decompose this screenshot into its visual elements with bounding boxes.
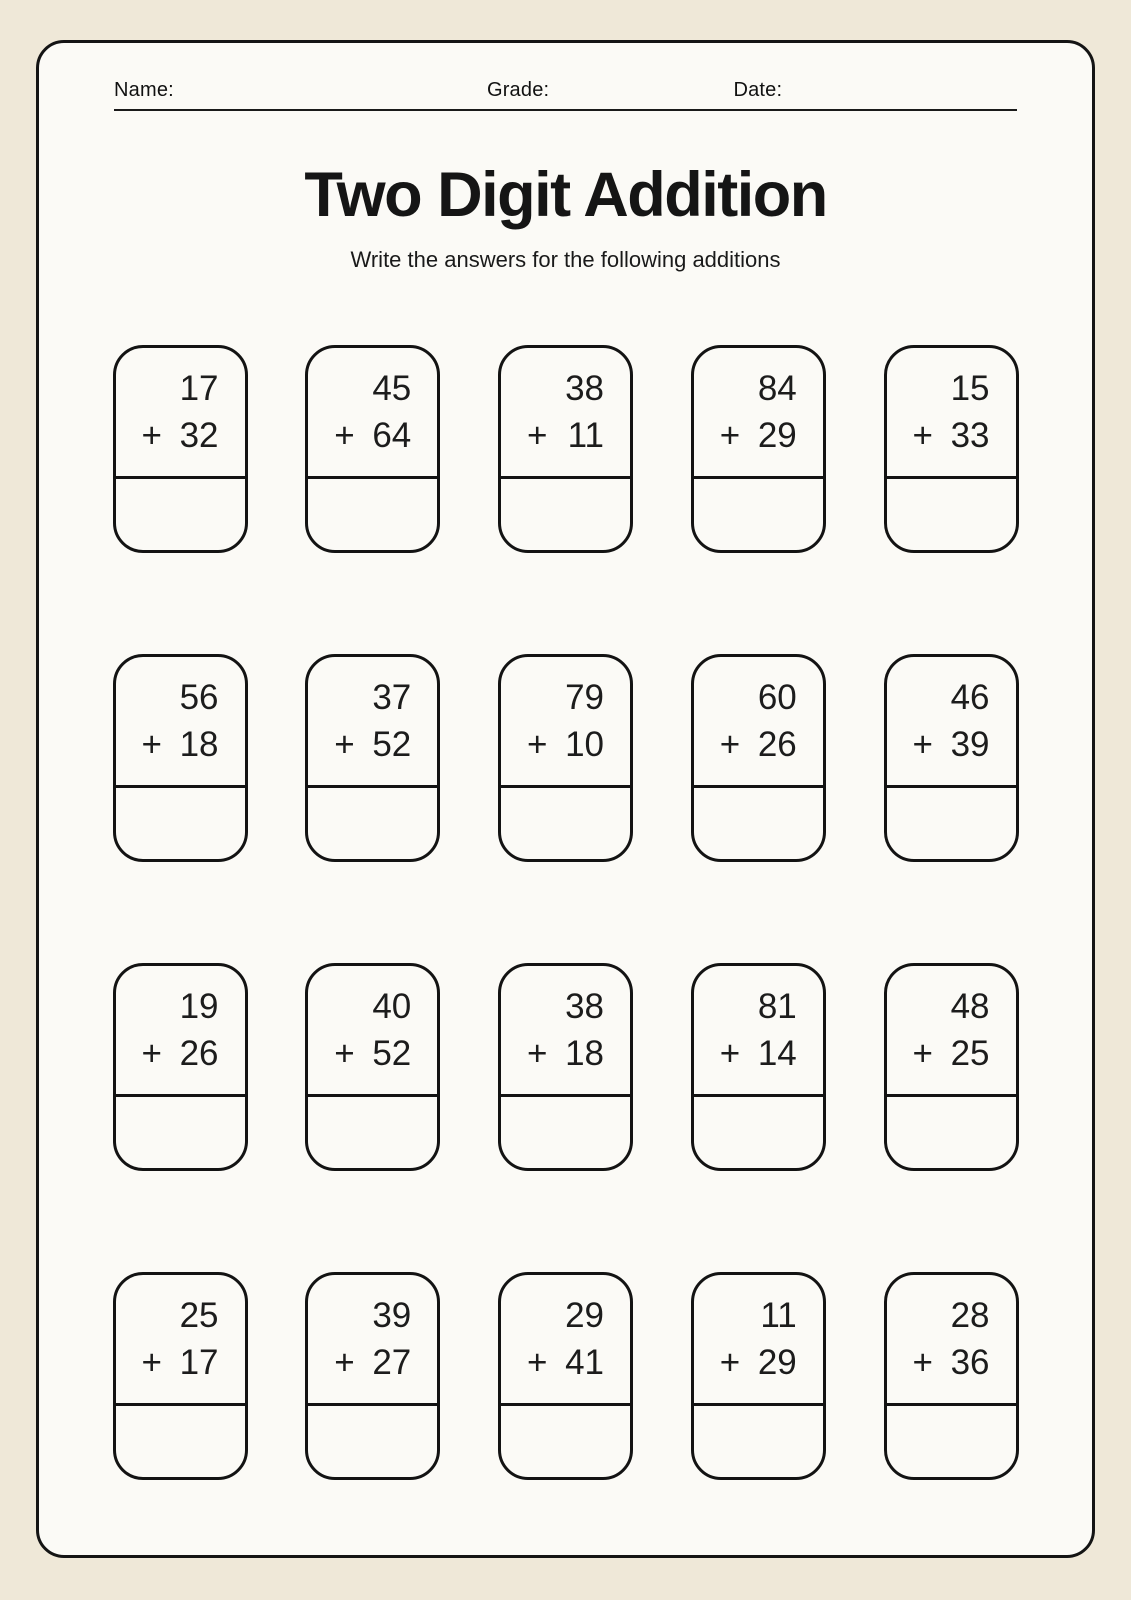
top-operand: 37 [372,678,412,717]
problem-operands [308,657,437,788]
worksheet-header [114,79,1017,111]
problem-operands [501,966,630,1097]
answer-box[interactable] [694,788,823,859]
top-operand: 15 [950,369,990,408]
name-label [114,79,234,102]
problem-card [305,1272,440,1480]
answer-box[interactable] [116,788,245,859]
bottom-operand: 17 [179,1343,219,1382]
name-field[interactable] [174,81,234,101]
answer-box[interactable] [501,1097,630,1168]
answer-box[interactable] [887,479,1016,550]
problem-operands [116,657,245,788]
bottom-operand: 10 [565,725,604,764]
bottom-operand: 33 [950,416,990,455]
problem-card [691,345,826,553]
problem-card [691,654,826,862]
problem-card [113,1272,248,1480]
problem-operands [887,1275,1016,1406]
plus-operator: + [527,416,548,455]
answer-box[interactable] [308,1406,437,1477]
plus-operator: + [527,725,548,764]
plus-operator: + [719,416,741,455]
plus-operator: + [334,1034,355,1073]
top-operand: 60 [757,678,797,717]
problem-card [498,345,633,553]
bottom-operand: 18 [179,725,219,764]
bottom-operand: 36 [950,1343,990,1382]
top-operand: 40 [372,987,412,1026]
grade-label-text: Grade: [486,79,550,101]
problem-card [691,963,826,1171]
problem-operands [694,348,823,479]
plus-operator: + [334,1343,355,1382]
problem-operands [501,657,630,788]
grade-label [487,79,609,102]
page-subtitle: Write the answers for the following additions [350,247,781,272]
answer-box[interactable] [694,479,823,550]
plus-operator: + [912,1034,933,1073]
worksheet-page [36,40,1095,1558]
bottom-operand: 14 [757,1034,797,1073]
problem-operands [887,348,1016,479]
problem-operands [694,966,823,1097]
problems-grid [113,345,1019,1480]
plus-operator: + [719,1034,741,1073]
bottom-operand: 29 [757,416,797,455]
top-operand: 25 [179,1296,219,1335]
problem-card [498,654,633,862]
name-label-text: Name: [114,79,174,101]
answer-box[interactable] [694,1097,823,1168]
bottom-operand: 52 [372,725,412,764]
problem-operands [308,1275,437,1406]
plus-operator: + [527,1034,548,1073]
answer-box[interactable] [501,788,630,859]
plus-operator: + [912,725,933,764]
problem-card [884,654,1019,862]
problem-card [305,345,440,553]
answer-box[interactable] [887,1406,1016,1477]
problem-card [305,654,440,862]
top-operand: 29 [565,1296,604,1335]
problem-card [498,1272,633,1480]
date-label [733,79,842,102]
problem-operands [501,348,630,479]
problem-card [691,1272,826,1480]
answer-box[interactable] [501,1406,630,1477]
top-operand: 56 [179,678,219,717]
bottom-operand: 41 [565,1343,604,1382]
answer-box[interactable] [501,479,630,550]
answer-box[interactable] [308,788,437,859]
problem-operands [887,966,1016,1097]
answer-box[interactable] [308,1097,437,1168]
answer-box[interactable] [308,479,437,550]
problem-operands [308,966,437,1097]
plus-operator: + [141,1034,162,1073]
top-operand: 38 [565,369,604,408]
problem-card [113,654,248,862]
problem-operands [308,348,437,479]
top-operand: 48 [950,987,990,1026]
bottom-operand: 29 [757,1343,797,1382]
bottom-operand: 64 [372,416,412,455]
plus-operator: + [719,1343,741,1382]
date-field[interactable] [782,81,842,101]
answer-box[interactable] [116,1406,245,1477]
problem-card [884,963,1019,1171]
bottom-operand: 18 [565,1034,604,1073]
page-title: Two Digit Addition [304,160,827,230]
top-operand: 39 [372,1296,412,1335]
top-operand: 19 [179,987,219,1026]
bottom-operand: 32 [179,416,219,455]
answer-box[interactable] [694,1406,823,1477]
top-operand: 79 [565,678,604,717]
grade-field[interactable] [549,81,609,101]
top-operand: 28 [950,1296,990,1335]
problem-operands [694,1275,823,1406]
plus-operator: + [912,416,933,455]
plus-operator: + [912,1343,933,1382]
bottom-operand: 52 [372,1034,412,1073]
bottom-operand: 39 [950,725,990,764]
bottom-operand: 26 [757,725,797,764]
plus-operator: + [334,416,355,455]
problem-card [884,1272,1019,1480]
plus-operator: + [141,1343,162,1382]
plus-operator: + [141,416,162,455]
plus-operator: + [334,725,355,764]
plus-operator: + [141,725,162,764]
bottom-operand: 27 [372,1343,412,1382]
top-operand: 81 [757,987,797,1026]
top-operand: 38 [565,987,604,1026]
problem-operands [887,657,1016,788]
top-operand: 46 [950,678,990,717]
problem-operands [501,1275,630,1406]
answer-box[interactable] [887,1097,1016,1168]
date-label-text: Date: [733,79,783,101]
top-operand: 11 [760,1296,797,1335]
answer-box[interactable] [887,788,1016,859]
answer-box[interactable] [116,1097,245,1168]
top-operand: 84 [757,369,797,408]
plus-operator: + [527,1343,548,1382]
bottom-operand: 11 [567,416,604,455]
bottom-operand: 26 [179,1034,219,1073]
problem-card [498,963,633,1171]
plus-operator: + [719,725,741,764]
problem-operands [116,348,245,479]
problem-card [113,963,248,1171]
problem-card [884,345,1019,553]
problem-card [113,345,248,553]
answer-box[interactable] [116,479,245,550]
problem-operands [694,657,823,788]
top-operand: 45 [372,369,412,408]
bottom-operand: 25 [950,1034,990,1073]
problem-card [305,963,440,1171]
problem-operands [116,966,245,1097]
problem-operands [116,1275,245,1406]
top-operand: 17 [179,369,219,408]
